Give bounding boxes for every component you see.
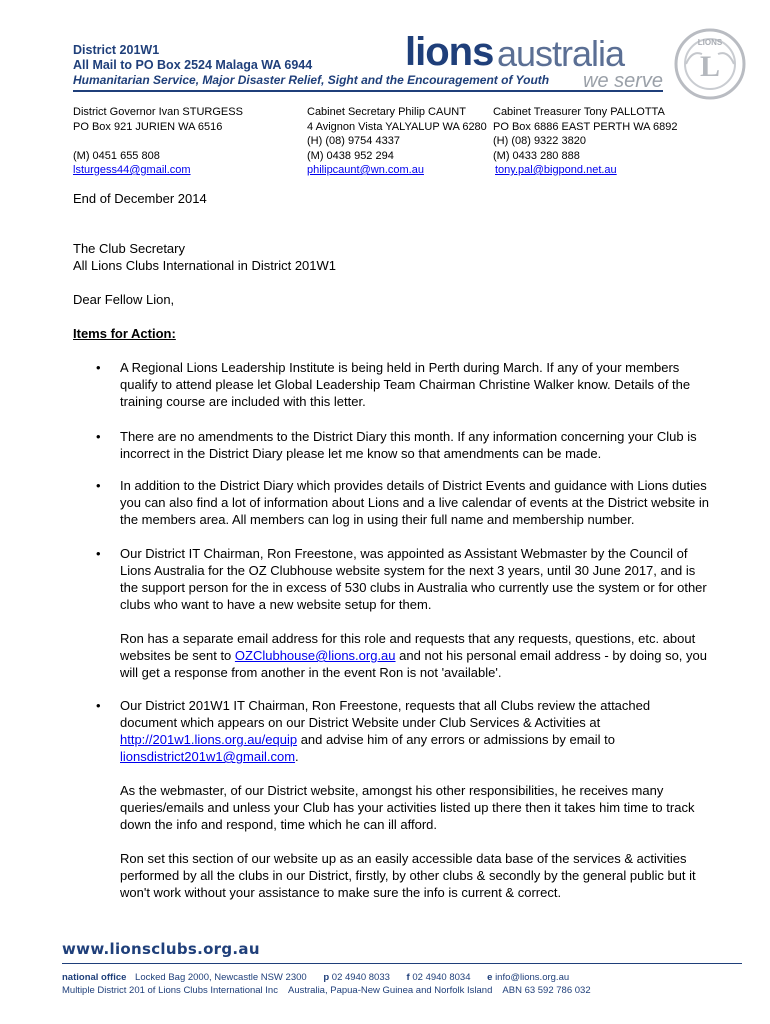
bullet-icon: •	[96, 360, 101, 375]
text-line: In addition to the District Diary which provides details of District Events and guidance with Lions duties	[120, 478, 707, 493]
officer-address: 4 Avignon Vista YALYALUP WA 6280	[307, 120, 487, 133]
officer-phone-home: (H) (08) 9754 4337	[307, 135, 400, 147]
ozclubhouse-email-link[interactable]: OZClubhouse@lions.org.au	[234, 648, 396, 663]
officer-title: Cabinet Secretary Philip CAUNT	[307, 106, 466, 118]
text-line: A Regional Lions Leadership Institute is being held in Perth during March. If any of your members	[120, 360, 680, 375]
footer-divider	[62, 963, 742, 964]
tagline: Humanitarian Service, Major Disaster Relief, Sight and the Encouragement of Youth	[73, 73, 550, 87]
letter-date: End of December 2014	[73, 191, 207, 206]
officer-email-link[interactable]: philipcaunt@wn.com.au	[307, 164, 424, 176]
bullet-icon: •	[96, 546, 101, 561]
text-line: down the info and respond, time which he can ill afford.	[120, 817, 438, 832]
header-divider	[73, 90, 663, 92]
bullet-item-4-paragraph-2	[120, 630, 707, 681]
bullet-icon: •	[96, 429, 101, 444]
text-line	[120, 748, 650, 765]
svg-text:LIONS: LIONS	[697, 38, 723, 47]
recipient-line-2: All Lions Clubs International in District 201W1	[73, 258, 337, 273]
text-line: As the webmaster, of our District website, amongst his other responsibilities, he receives many	[120, 783, 664, 798]
recipient-line-1: The Club Secretary	[73, 241, 185, 256]
officer-phone-home: (H) (08) 9322 3820	[493, 135, 586, 147]
phone-label: p	[323, 972, 330, 983]
text-line: will get a response from another in the event Ron is not 'available'.	[120, 665, 502, 680]
fax-label: f	[406, 972, 410, 983]
officer-treasurer	[493, 105, 677, 178]
lions-seal-icon	[674, 28, 746, 100]
district-email-link[interactable]: lionsdistrict201w1@gmail.com	[120, 749, 296, 764]
text-line: performed by all the clubs in our District, firstly, by other clubs & secondly by the general public but it	[120, 868, 696, 883]
office-phone: 02 4940 8033	[331, 972, 390, 983]
text-line: incorrect in the District Diary please let me know so that amendments can be made.	[120, 446, 602, 461]
text-span: and not his personal email address - by doing so, you	[395, 648, 707, 663]
mail-address: All Mail to PO Box 2524 Malaga WA 6944	[73, 58, 313, 72]
office-email: info@lions.org.au	[495, 972, 570, 983]
text-line: document which appears on our District Website under Club Services & Activities at	[120, 715, 601, 730]
text-line: Ron set this section of our website up as an easily accessible data base of the services & activities	[120, 851, 687, 866]
text-line: There are no amendments to the District Diary this month. If any information concerning your Club is	[120, 429, 697, 444]
bullet-icon: •	[96, 698, 101, 713]
text-span: websites be sent to	[120, 648, 235, 663]
office-address: Locked Bag 2000, Newcastle NSW 2300	[135, 972, 307, 983]
text-line: you can also find a lot of information about Lions and a live calendar of events at the District website in	[120, 495, 709, 510]
bullet-item-5-paragraph-3	[120, 850, 696, 901]
text-span: and advise him of any errors or admissions by email to	[297, 732, 615, 747]
bullet-item-1	[120, 359, 690, 410]
officer-email-link[interactable]: lsturgess44@gmail.com	[73, 164, 191, 176]
officer-mobile: (M) 0451 655 808	[73, 149, 160, 162]
logo-australia-text: australia	[497, 33, 625, 74]
bullet-item-5	[120, 697, 650, 765]
bullet-item-5-paragraph-2	[120, 782, 694, 833]
bullet-item-3	[120, 477, 709, 528]
office-fax: 02 4940 8034	[412, 972, 471, 983]
text-line: the support person for the in excess of 530 clubs in Australia who currently use the system or for other	[120, 580, 707, 595]
text-line: training course are included with this letter.	[120, 394, 366, 409]
salutation: Dear Fellow Lion,	[73, 292, 175, 307]
officer-phone-home	[73, 134, 243, 149]
text-line: clubs who want to have a new website setup for them.	[120, 597, 432, 612]
text-line: Ron has a separate email address for this role and requests that any requests, questions, etc. about	[120, 631, 696, 646]
logo-weserve-text: we serve	[583, 70, 664, 92]
officer-secretary	[307, 105, 487, 178]
officer-title: District Governor Ivan STURGESS	[73, 106, 243, 118]
bullet-item-2	[120, 428, 697, 462]
national-office-label: national office	[62, 972, 127, 983]
text-line: Our District 201W1 IT Chairman, Ron Freestone, requests that all Clubs review the attached	[120, 698, 651, 713]
text-line: Lions Australia for the OZ Clubhouse website system for the next 3 years, until 30 June 2017, and is	[120, 563, 696, 578]
officer-address: PO Box 921 JURIEN WA 6516	[73, 120, 223, 133]
officer-title: Cabinet Treasurer Tony PALLOTTA	[493, 106, 665, 118]
text-line: queries/emails and unless your Club has your activities listed up there then it takes him time to track	[120, 800, 695, 815]
svg-text:L: L	[699, 50, 721, 83]
bullet-icon: •	[96, 478, 101, 493]
bullet-item-4	[120, 545, 707, 613]
logo-lions-text: lions	[405, 30, 494, 74]
officer-mobile: (M) 0433 280 888	[493, 149, 580, 162]
officer-governor	[73, 105, 243, 178]
officer-email-link[interactable]: tony.pal@bigpond.net.au	[495, 164, 617, 176]
email-label: e	[487, 972, 493, 983]
footer-legal-line: Multiple District 201 of Lions Clubs International Inc Australia, Papua-New Guinea and Norfolk Island ABN 63 592 786 032	[62, 985, 591, 996]
equip-page-link[interactable]: http://201w1.lions.org.au/equip	[120, 732, 298, 747]
officer-mobile: (M) 0438 952 294	[307, 149, 394, 162]
text-line: qualify to attend please let Global Leadership Team Chairman Christine Walker know. Details of the	[120, 377, 691, 392]
text-line: won't work without your assistance to make sure the info is current & correct.	[120, 885, 562, 900]
lions-australia-logo	[405, 30, 665, 90]
text-span: .	[295, 749, 299, 764]
text-line: the members area. All members can log in using their full name and membership number.	[120, 512, 635, 527]
items-heading: Items for Action:	[73, 326, 176, 341]
footer-website-url: www.lionsclubs.org.au	[62, 940, 260, 958]
text-line	[120, 647, 707, 664]
text-line	[120, 731, 650, 748]
district-name: District 201W1	[73, 43, 160, 57]
officer-address: PO Box 6886 EAST PERTH WA 6892	[493, 120, 678, 133]
footer-contact-line	[62, 972, 569, 983]
text-line: Our District IT Chairman, Ron Freestone, was appointed as Assistant Webmaster by the Council of	[120, 546, 688, 561]
